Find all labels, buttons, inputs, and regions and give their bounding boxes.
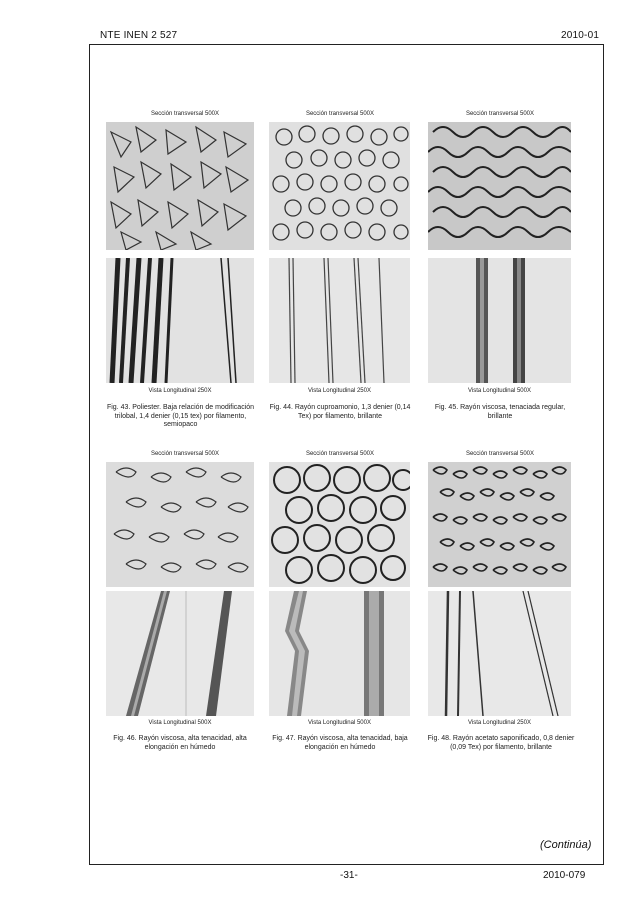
fig48-longitudinal-image (428, 591, 571, 716)
fig45-longitudinal-image (428, 258, 571, 383)
fig46-bottom-label: Vista Longitudinal 500X (148, 720, 212, 726)
fig43-cross-section-image (106, 122, 254, 250)
fig47-top-label: Sección transversal 500X (305, 451, 375, 457)
fig43-longitudinal-image (106, 258, 254, 383)
fig46-cross-section-image (106, 462, 254, 587)
fig46-caption: Fig. 46. Rayón viscosa, alta tenacidad, alta elongación en húmedo (113, 735, 247, 751)
fig44-caption: Fig. 44. Rayón cuproamonio, 1,3 denier (0,14 Tex) por filamento, brillante (269, 404, 411, 420)
fig47-longitudinal-image (269, 591, 410, 716)
fig48-caption: Fig. 48. Rayón acetato saponificado, 0,8 denier (0,09 Tex) por filamento, brillante (427, 735, 575, 751)
header-left: NTE INEN 2 527 (100, 30, 178, 41)
fig45-bottom-label: Vista Longitudinal 500X (468, 388, 531, 394)
document-code: 2010-079 (543, 870, 586, 881)
fig44-top-label: Sección transversal 500X (305, 111, 375, 117)
continued-note: (Continúa) (540, 839, 592, 851)
fig45-caption: Fig. 45. Rayón viscosa, tenaciada regular, brillante (434, 404, 566, 420)
fig44-bottom-label: Vista Longitudinal 250X (308, 388, 371, 394)
fig46-top-label: Sección transversal 500X (150, 451, 220, 457)
fig47-caption: Fig. 47. Rayón viscosa, alta tenacidad, baja elongación en húmedo (272, 735, 408, 751)
header-right: 2010-01 (561, 30, 600, 41)
fig44-cross-section-image (269, 122, 410, 250)
fig43-top-label: Sección transversal 500X (150, 111, 220, 117)
fig44-longitudinal-image (269, 258, 410, 383)
page-number: -31- (340, 870, 358, 881)
fig48-top-label: Sección transversal 500X (465, 451, 535, 457)
fig48-bottom-label: Vista Longitudinal 250X (468, 720, 531, 726)
fig43-bottom-label: Vista Longitudinal 250X (148, 388, 212, 394)
fig43-caption: Fig. 43. Poliester. Baja relación de modificación trilobal, 1,4 denier (0,15 tex) por filamento, semiopaco (106, 404, 255, 428)
fig45-cross-section-image (428, 122, 571, 250)
fig45-top-label: Sección transversal 500X (465, 111, 535, 117)
fig48-cross-section-image (428, 462, 571, 587)
fig47-bottom-label: Vista Longitudinal 500X (308, 720, 371, 726)
fig46-longitudinal-image (106, 591, 254, 716)
fig47-cross-section-image (269, 462, 410, 587)
